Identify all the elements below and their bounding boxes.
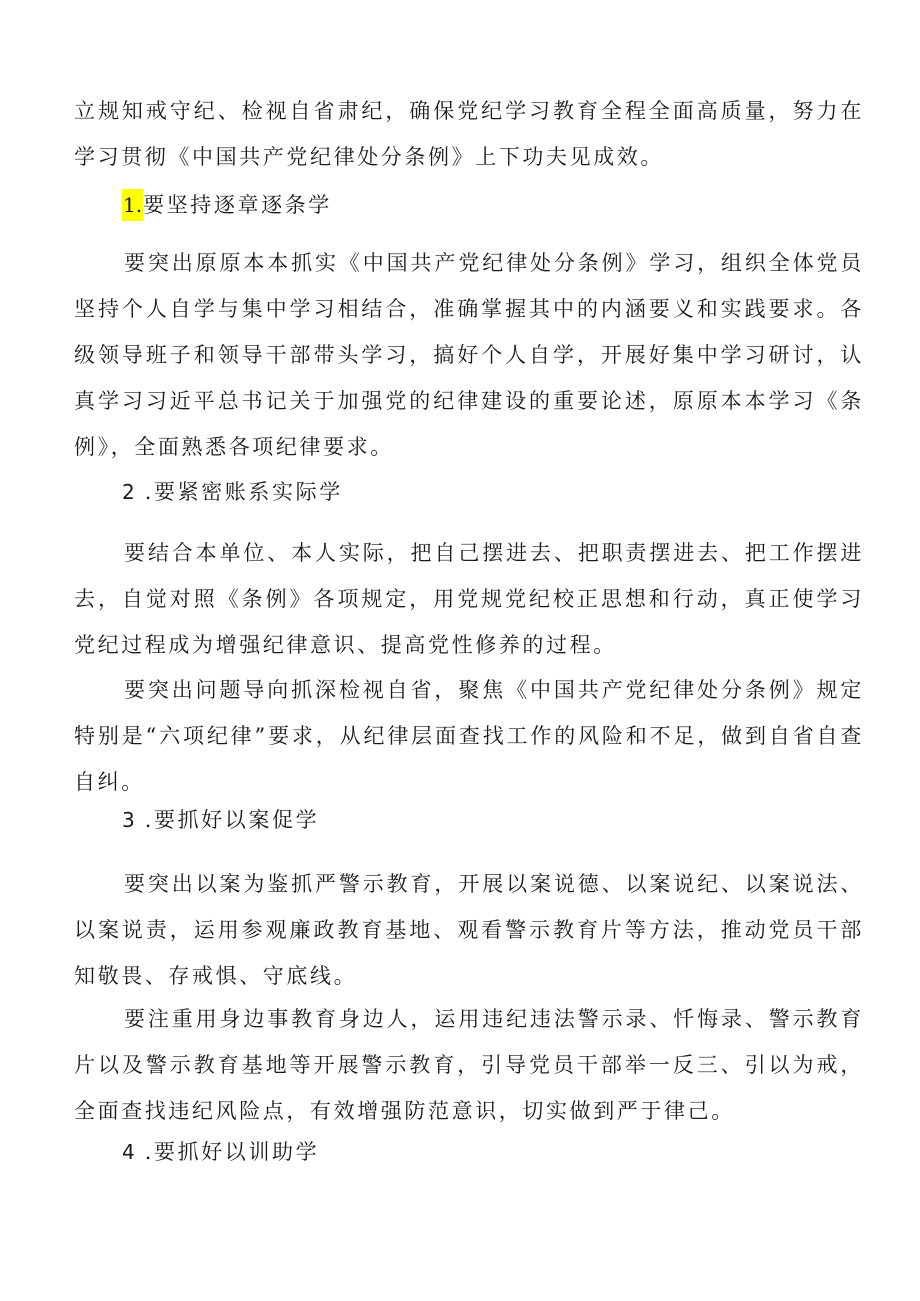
section-number-3: 3 <box>122 808 135 832</box>
intro-paragraph: 立规知戒守纪、检视自省肃纪，确保党纪学习教育全程全面高质量，努力在学习贯彻《中国共产党纪律处分条例》上下功夫见成效。 <box>74 99 864 169</box>
section-2-paragraph-1: 要结合本单位、本人实际，把自己摆进去、把职责摆进去、把工作摆进去，自觉对照《条例》各项规定，用党规党纪校正思想和行动，真正使学习党纪过程成为增强纪律意识、提高党性修养的过程。 <box>74 541 864 657</box>
section-heading-3 <box>122 804 319 836</box>
section-number-2: 2 <box>122 480 135 504</box>
section-heading-4 <box>122 1136 319 1168</box>
section-title-2: .要紧密账系实际学 <box>144 480 343 504</box>
section-2-paragraph-2: 要突出问题导向抓深检视自省，聚焦《中国共产党纪律处分条例》规定特别是“六项纪律”要求，从纪律层面查找工作的风险和不足，做到自省自查自纠。 <box>74 678 864 794</box>
section-heading-1 <box>122 189 332 221</box>
section-title-3: .要抓好以案促学 <box>144 808 320 832</box>
section-3-paragraph-2: 要注重用身边事教育身边人，运用违纪违法警示录、忏悔录、警示教育片以及警示教育基地等开展警示教育，引导党员干部举一反三、引以为戒，全面查找违纪风险点，有效增强防范意识，切实做到严于律己。 <box>74 1007 864 1123</box>
section-3-paragraph-1: 要突出以案为鉴抓严警示教育，开展以案说德、以案说纪、以案说法、以案说责，运用参观廉政教育基地、观看警示教育片等方法，推动党员干部知敬畏、存戒惧、守底线。 <box>74 872 864 988</box>
section-number-4: 4 <box>122 1140 135 1164</box>
section-1-paragraph: 要突出原原本本抓实《中国共产党纪律处分条例》学习，组织全体党员坚持个人自学与集中学习相结合，准确掌握其中的内涵要义和实践要求。各级领导班子和领导干部带头学习，搞好个人自学，开展好集中学习研讨，认真学习习近平总书记关于加强党的纪律建设的重要论述，原原本本学习《条例》，全面熟悉各项纪律要求。 <box>74 251 864 459</box>
section-title-4: .要抓好以训助学 <box>144 1140 320 1164</box>
section-title-1: 要坚持逐章逐条学 <box>143 193 332 217</box>
section-heading-2 <box>122 476 343 508</box>
section-number-1: 1. <box>122 189 143 221</box>
